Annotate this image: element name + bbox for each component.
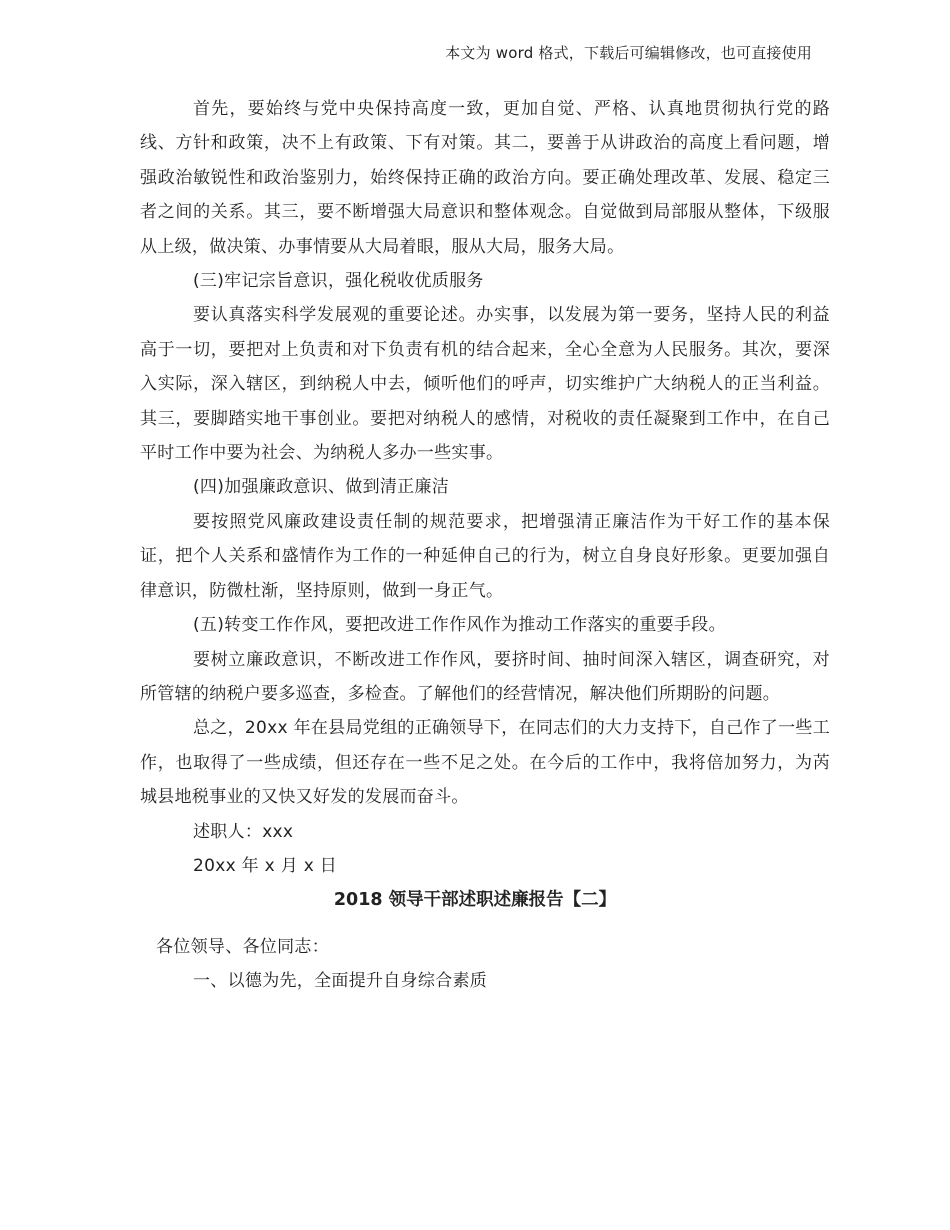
signature-line: 述职人：xxx bbox=[193, 821, 294, 842]
report-title: 2018 领导干部述职述廉报告【二】 bbox=[333, 890, 617, 911]
date-line: 20xx 年 x 月 x 日 bbox=[193, 855, 338, 876]
section-heading-4: (四)加强廉政意识、做到清正廉洁 bbox=[193, 477, 450, 498]
paragraph-integrity: 要按照党风廉政建设责任制的规范要求，把增强清正廉洁作为干好工作的基本保证，把个人关系和盛情作为工作的一种延伸自己的行为，树立自身良好形象。更要加强自律意识，防微杜渐，坚持原则，做到一身正气。 bbox=[140, 511, 830, 601]
paragraph-conclusion: 总之，20xx 年在县局党组的正确领导下，在同志们的大力支持下，自己作了一些工作，也取得了一些成绩，但还存在一些不足之处。在今后的工作中，我将倍加努力，为芮城县地税事业的又快又好发的发展而奋斗。 bbox=[140, 718, 830, 808]
section-heading-3: (三)牢记宗旨意识，强化税收优质服务 bbox=[193, 271, 484, 292]
paragraph-work-style: 要树立廉政意识，不断改进工作作风，要挤时间、抽时间深入辖区，调查研究，对所管辖的纳税户要多巡查，多检查。了解他们的经营情况，解决他们所期盼的问题。 bbox=[140, 649, 830, 704]
document-header-note: 本文为 word 格式，下载后可编辑修改，也可直接使用 bbox=[445, 44, 812, 62]
document-body bbox=[140, 92, 830, 999]
paragraph-service: 要认真落实科学发展观的重要论述。办实事，以发展为第一要务，坚持人民的利益高于一切，要把对上负责和对下负责有机的结合起来，全心全意为人民服务。其次，要深入实际，深入辖区，到纳税人中去，倾听他们的呼声，切实维护广大纳税人的正当利益。其三，要脚踏实地干事创业。要把对纳税人的感情，对税收的责任凝聚到工作中，在自己平时工作中要为社会、为纳税人多办一些实事。 bbox=[140, 305, 830, 464]
section-heading-1: 一、以德为先，全面提升自身综合素质 bbox=[193, 971, 488, 992]
greeting-line: 各位领导、各位同志： bbox=[156, 936, 329, 957]
paragraph-political-alignment: 首先，要始终与党中央保持高度一致，更加自觉、严格、认真地贯彻执行党的路线、方针和政策，决不上有政策、下有对策。其二，要善于从讲政治的高度上看问题，增强政治敏锐性和政治鉴别力，始终保持正确的政治方向。要正确处理改革、发展、稳定三者之间的关系。其三，要不断增强大局意识和整体观念。自觉做到局部服从整体，下级服从上级，做决策、办事情要从大局着眼，服从大局，服务大局。 bbox=[140, 99, 830, 257]
section-heading-5: (五)转变工作作风，要把改进工作作风作为推动工作落实的重要手段。 bbox=[193, 615, 726, 636]
